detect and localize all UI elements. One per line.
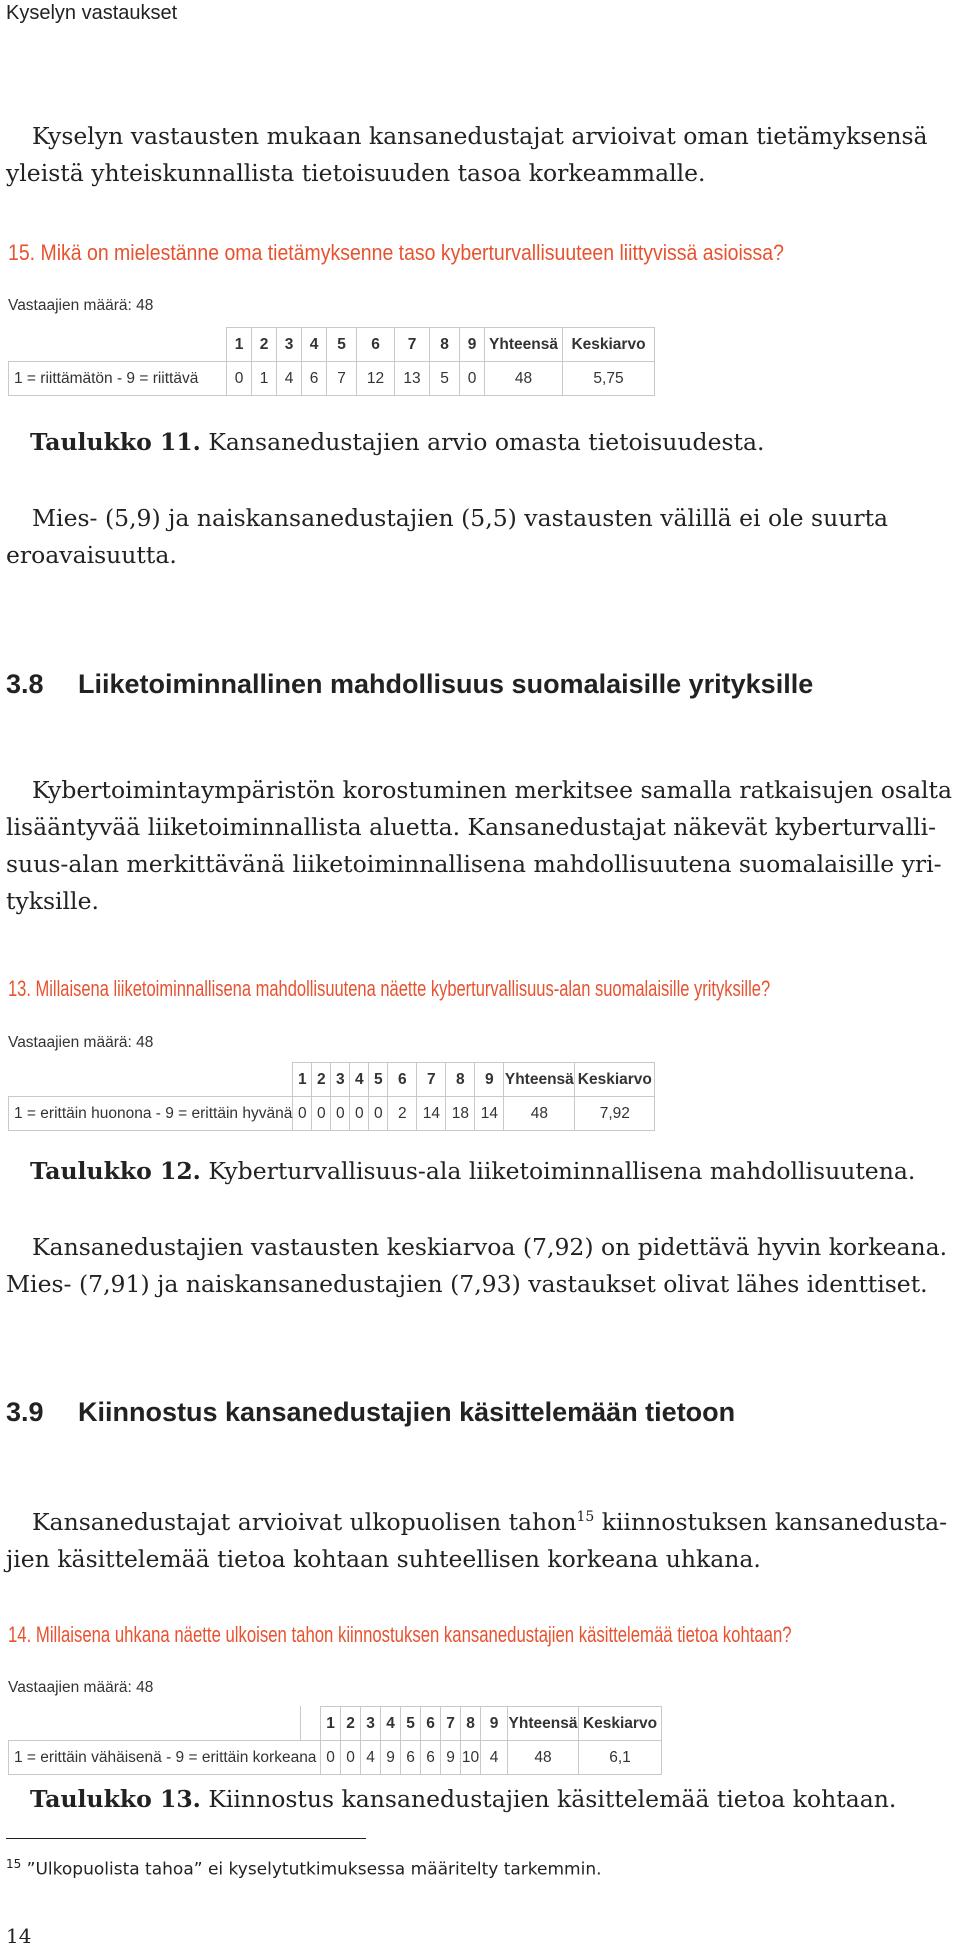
value-cell: 9 (381, 1741, 401, 1775)
header-cell: 3 (277, 328, 302, 362)
paragraph-interest (6, 1499, 947, 1578)
section-title: Liiketoiminnallinen mahdollisuus suomalaisille yrityksille (78, 669, 814, 699)
value-cell: 1 (252, 362, 277, 396)
header-cell: 2 (252, 328, 277, 362)
value-cell: 7 (327, 362, 357, 396)
value-cell: 13 (395, 362, 430, 396)
header-cell: 7 (417, 1063, 446, 1097)
table-caption-11 (30, 428, 765, 456)
header-cell: 9 (460, 328, 485, 362)
header-cell: 9 (475, 1063, 504, 1097)
header-cell: 4 (381, 1707, 401, 1741)
results-table-q14 (8, 1706, 662, 1775)
row-label: 1 = erittäin vähäisenä - 9 = erittäin korkeana (9, 1741, 321, 1775)
header-cell: 3 (361, 1707, 381, 1741)
section-heading-3-8 (6, 669, 813, 700)
value-cell: 0 (227, 362, 252, 396)
header-cell: 8 (461, 1707, 481, 1741)
header-cell: Keskiarvo (563, 328, 655, 362)
empty-cell (301, 1707, 321, 1741)
header-cell: 3 (331, 1063, 350, 1097)
value-cell: 7,92 (575, 1097, 655, 1131)
caption-label: Taulukko 13. (30, 1785, 201, 1813)
header-cell: Keskiarvo (575, 1063, 655, 1097)
value-cell: 6 (302, 362, 327, 396)
paragraph-text: Kansanedustajat arvioivat ulkopuolisen tahon (32, 1507, 577, 1536)
paragraph-gender (6, 500, 888, 574)
header-cell: 1 (321, 1707, 341, 1741)
row-label: 1 = erittäin huonona - 9 = erittäin hyvänä (9, 1097, 293, 1131)
header-cell: 9 (481, 1707, 508, 1741)
paragraph-line: Mies- (5,9) ja naiskansanedustajien (5,5) vastausten välillä ei ole suurta (32, 504, 889, 532)
value-cell: 18 (446, 1097, 475, 1131)
header-cell: 5 (369, 1063, 388, 1097)
header-cell: 4 (302, 328, 327, 362)
value-cell: 4 (277, 362, 302, 396)
value-cell: 4 (361, 1741, 381, 1775)
header-cell: 7 (441, 1707, 461, 1741)
value-cell: 2 (388, 1097, 417, 1131)
value-cell: 0 (293, 1097, 312, 1131)
caption-label: Taulukko 12. (30, 1157, 201, 1185)
paragraph-line: Kybertoimintaympäristön korostuminen merkitsee samalla ratkaisujen osalta (32, 776, 952, 804)
caption-text: Kyberturvallisuus-ala liiketoiminnallisena mahdollisuutena. (200, 1157, 916, 1185)
table-caption-12 (30, 1157, 915, 1185)
caption-label: Taulukko 11. (30, 428, 201, 456)
respondent-count: Vastaajien määrä: 48 (8, 297, 154, 314)
paragraph-average (6, 1229, 947, 1303)
header-cell: 6 (388, 1063, 417, 1097)
value-cell: 12 (357, 362, 395, 396)
footnote-text: ”Ulkopuolista tahoa” ei kyselytutkimuksessa määritelty tarkemmin. (21, 1859, 602, 1880)
empty-cell (9, 328, 227, 362)
question-13-title: 13. Millaisena liiketoiminnallisena mahdollisuutena näette kyberturvallisuus-alan suomalaisille yrityksille? (8, 976, 771, 1001)
paragraph-line: yleistä yhteiskunnallista tietoisuuden tasoa korkeammalle. (6, 159, 706, 187)
table-row (9, 362, 655, 396)
header-cell: 4 (350, 1063, 369, 1097)
respondent-count: Vastaajien määrä: 48 (8, 1679, 154, 1696)
header-cell: Yhteensä (508, 1707, 579, 1741)
value-cell: 5,75 (563, 362, 655, 396)
value-cell: 0 (369, 1097, 388, 1131)
value-cell: 14 (475, 1097, 504, 1131)
value-cell: 0 (321, 1741, 341, 1775)
empty-cell (9, 1707, 301, 1741)
paragraph-line: suus-alan merkittävänä liiketoiminnallisena mahdollisuutena suomalaisille yri- (6, 850, 942, 878)
value-cell: 48 (485, 362, 563, 396)
value-cell: 0 (341, 1741, 361, 1775)
table-header-row (9, 328, 655, 362)
value-cell: 6 (421, 1741, 441, 1775)
section-number: 3.8 (6, 669, 44, 699)
value-cell: 14 (417, 1097, 446, 1131)
row-label: 1 = riittämätön - 9 = riittävä (9, 362, 227, 396)
header-cell: Yhteensä (504, 1063, 575, 1097)
paragraph-business (6, 772, 952, 920)
header-cell: 5 (327, 328, 357, 362)
footnote-number: 15 (6, 1857, 22, 1871)
value-cell: 0 (460, 362, 485, 396)
value-cell: 6 (401, 1741, 421, 1775)
paragraph-line: tyksille. (6, 887, 99, 915)
section-number: 3.9 (6, 1397, 44, 1427)
paragraph-line: jien käsittelemää tietoa kohtaan suhteellisen korkeana uhkana. (6, 1544, 761, 1573)
value-cell: 0 (312, 1097, 331, 1131)
paragraph-line: eroavaisuutta. (6, 541, 177, 569)
value-cell: 48 (504, 1097, 575, 1131)
header-cell: 1 (227, 328, 252, 362)
caption-text: Kiinnostus kansanedustajien käsittelemää tietoa kohtaan. (200, 1785, 897, 1813)
page-number: 14 (6, 1924, 32, 1948)
footnote (6, 1857, 602, 1880)
respondent-count: Vastaajien määrä: 48 (8, 1034, 154, 1051)
value-cell: 0 (331, 1097, 350, 1131)
paragraph-text: kiinnostuksen kansanedusta- (594, 1507, 948, 1536)
header-cell: 6 (357, 328, 395, 362)
table-header-row (9, 1707, 662, 1741)
table-row (9, 1741, 662, 1775)
question-14-title: 14. Millaisena uhkana näette ulkoisen tahon kiinnostuksen kansanedustajien käsittelemää tietoa kohtaan? (8, 1622, 792, 1647)
section-title: Kiinnostus kansanedustajien käsittelemään tietoon (78, 1397, 736, 1427)
footnote-reference: 15 (576, 1509, 595, 1525)
paragraph-line: lisääntyvää liiketoiminnallista aluetta. Kansanedustajat näkevät kyberturvalli- (6, 813, 937, 841)
header-cell: Keskiarvo (579, 1707, 662, 1741)
footnote-rule (6, 1838, 366, 1839)
paragraph-intro (6, 118, 928, 192)
results-table-q15 (8, 327, 655, 396)
header-cell: 2 (312, 1063, 331, 1097)
paragraph-line: Kansanedustajien vastausten keskiarvoa (7,92) on pidettävä hyvin korkeana. (32, 1233, 948, 1261)
header-cell: Yhteensä (485, 328, 563, 362)
value-cell: 5 (430, 362, 460, 396)
question-15-title: 15. Mikä on mielestänne oma tietämyksenne taso kyberturvallisuuteen liittyvissä asioissa? (8, 240, 784, 265)
caption-text: Kansanedustajien arvio omasta tietoisuudesta. (200, 428, 765, 456)
empty-cell (9, 1063, 293, 1097)
results-table-q13 (8, 1062, 655, 1131)
value-cell: 10 (461, 1741, 481, 1775)
value-cell: 9 (441, 1741, 461, 1775)
value-cell: 4 (481, 1741, 508, 1775)
paragraph-line: Kyselyn vastausten mukaan kansanedustajat arvioivat oman tietämyksensä (32, 122, 928, 150)
header-cell: 6 (421, 1707, 441, 1741)
header-cell: 8 (430, 328, 460, 362)
header-cell: 7 (395, 328, 430, 362)
table-header-row (9, 1063, 655, 1097)
table-row (9, 1097, 655, 1131)
header-cell: 5 (401, 1707, 421, 1741)
running-header: Kyselyn vastaukset (6, 2, 178, 24)
paragraph-line: Mies- (7,91) ja naiskansanedustajien (7,93) vastaukset olivat lähes identtiset. (6, 1270, 928, 1298)
value-cell: 48 (508, 1741, 579, 1775)
header-cell: 8 (446, 1063, 475, 1097)
table-caption-13 (30, 1785, 896, 1813)
header-cell: 2 (341, 1707, 361, 1741)
header-cell: 1 (293, 1063, 312, 1097)
value-cell: 0 (350, 1097, 369, 1131)
value-cell: 6,1 (579, 1741, 662, 1775)
section-heading-3-9 (6, 1397, 735, 1428)
